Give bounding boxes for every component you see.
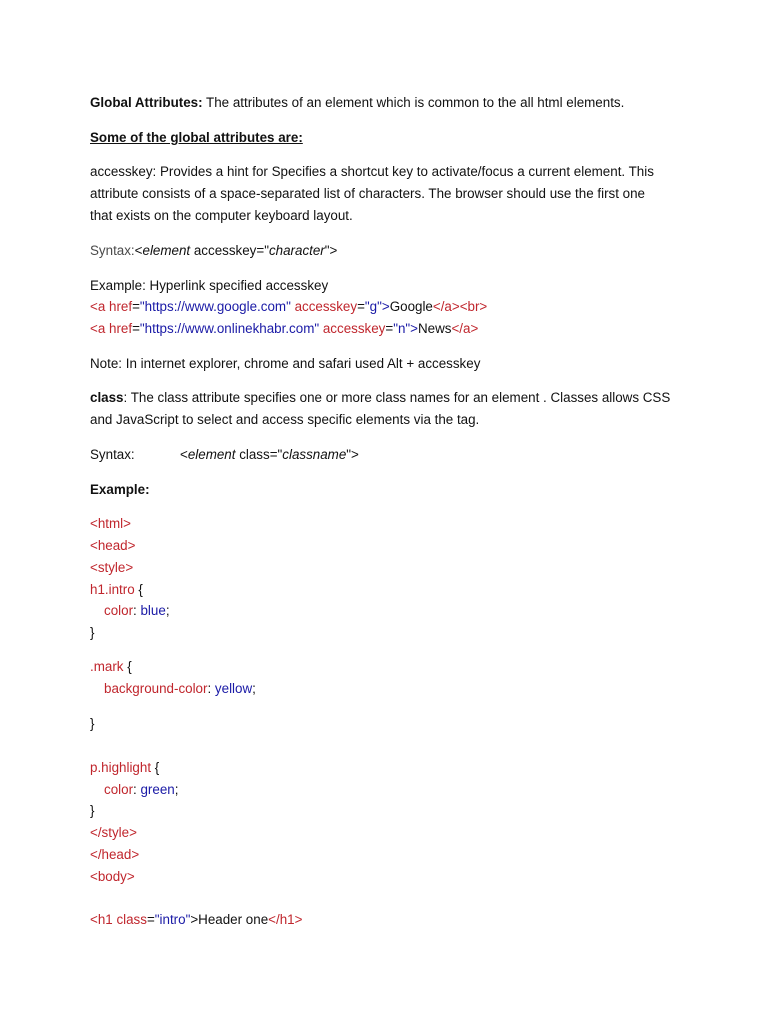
code-attr: href — [109, 299, 133, 314]
code-value: green — [140, 782, 175, 797]
accesskey-line-1: accesskey: Provides a hint for Specifies a shortcut key to activate/focus a current element. This — [90, 164, 654, 179]
code-style-close: </style> — [90, 825, 137, 840]
accesskey-example-code-2 — [90, 319, 478, 339]
accesskey-note: Note: In internet explorer, chrome and safari used Alt + accesskey — [90, 356, 481, 371]
code-colon: : — [133, 782, 141, 797]
class-label: class — [90, 390, 124, 405]
code-tag: <a — [90, 321, 109, 336]
code-h1-rule — [90, 580, 143, 600]
code-tag: </h1> — [268, 912, 303, 927]
syntax-open-bracket: < — [180, 447, 188, 462]
accesskey-syntax — [90, 241, 337, 261]
code-text: Google — [389, 299, 433, 314]
syntax-close: "> — [324, 243, 338, 258]
code-eq: = — [132, 299, 140, 314]
syntax-close: "> — [346, 447, 359, 462]
code-attr: href — [109, 321, 133, 336]
code-color-green — [90, 780, 178, 800]
code-head-open: <head> — [90, 538, 136, 553]
code-eq: = — [385, 321, 394, 336]
accesskey-line-3: that exists on the computer keyboard layout. — [90, 208, 353, 223]
code-text: Header one — [198, 912, 269, 927]
class-line-1-text: : The class attribute specifies one or more class names for an element . Classes allows CSS — [123, 390, 671, 405]
code-body-open: <body> — [90, 869, 135, 884]
code-head-close: </head> — [90, 847, 140, 862]
code-colon: : — [133, 603, 141, 618]
global-attributes-paragraph — [90, 93, 624, 113]
code-value: "g" — [364, 299, 382, 314]
code-attr: class — [116, 912, 147, 927]
code-selector: .mark — [90, 659, 124, 674]
code-mark-rule — [90, 657, 132, 677]
code-property: color — [104, 782, 134, 797]
code-selector: h1.intro — [90, 582, 135, 597]
syntax-open-bracket: < — [134, 243, 143, 258]
global-attributes-text: The attributes of an element which is common to the all html elements. — [202, 95, 625, 110]
code-style-open: <style> — [90, 560, 134, 575]
code-semicolon: ; — [165, 603, 170, 618]
class-syntax-label: Syntax: — [90, 447, 135, 462]
accesskey-syntax-label: Syntax: — [90, 243, 135, 258]
code-value: "intro" — [154, 912, 191, 927]
code-colon: : — [207, 681, 215, 696]
code-tag: </a><br> — [432, 299, 488, 314]
code-eq: = — [357, 299, 365, 314]
code-html-open: <html> — [90, 516, 131, 531]
code-property: background-color — [104, 681, 208, 696]
syntax-accesskey-attr: accesskey=" — [190, 243, 269, 258]
code-brace: { — [151, 760, 160, 775]
accesskey-line-2: attribute consists of a space-separated list of characters. The browser should use the first one — [90, 186, 646, 201]
code-tag: > — [190, 912, 199, 927]
code-brace-close: } — [90, 625, 95, 640]
code-h1-line — [90, 910, 302, 930]
code-eq: = — [146, 912, 155, 927]
code-text: News — [418, 321, 452, 336]
code-tag: <h1 — [90, 912, 117, 927]
class-line-1 — [90, 388, 670, 408]
code-property: color — [104, 603, 134, 618]
code-semicolon: ; — [252, 681, 256, 696]
code-attr: accesskey — [294, 299, 358, 314]
code-bg-yellow — [90, 679, 256, 699]
code-tag: <a — [90, 299, 109, 314]
code-tag: > — [381, 299, 390, 314]
syntax-character-placeholder: character — [268, 243, 325, 258]
syntax-class-attr: class=" — [235, 447, 283, 462]
code-tag: </a> — [451, 321, 479, 336]
code-tag: > — [410, 321, 418, 336]
code-value: "n" — [393, 321, 411, 336]
accesskey-example-code-1 — [90, 297, 487, 317]
code-value: yellow — [214, 681, 253, 696]
code-eq: = — [132, 321, 140, 336]
code-semicolon: ; — [174, 782, 179, 797]
code-brace: { — [123, 659, 132, 674]
class-line-2: and JavaScript to select and access specific elements via the tag. — [90, 412, 480, 427]
syntax-element-placeholder: element — [142, 243, 191, 258]
class-example-label: Example: — [90, 482, 150, 497]
code-attr: accesskey — [322, 321, 386, 336]
global-attributes-label: Global Attributes: — [90, 95, 203, 110]
syntax-element-placeholder: element — [187, 447, 236, 462]
code-highlight-rule — [90, 758, 159, 778]
code-value: "https://www.google.com" — [139, 299, 291, 314]
accesskey-example-label: Example: Hyperlink specified accesskey — [90, 278, 329, 293]
global-attributes-heading: Some of the global attributes are: — [90, 130, 303, 145]
code-brace-close: } — [90, 716, 95, 731]
code-brace: { — [134, 582, 143, 597]
class-syntax — [90, 445, 359, 465]
code-color-blue — [90, 601, 170, 621]
code-selector: p.highlight — [90, 760, 152, 775]
syntax-classname-placeholder: classname — [282, 447, 347, 462]
code-brace-close: } — [90, 803, 95, 818]
code-value: "https://www.onlinekhabr.com" — [139, 321, 320, 336]
code-value: blue — [140, 603, 166, 618]
